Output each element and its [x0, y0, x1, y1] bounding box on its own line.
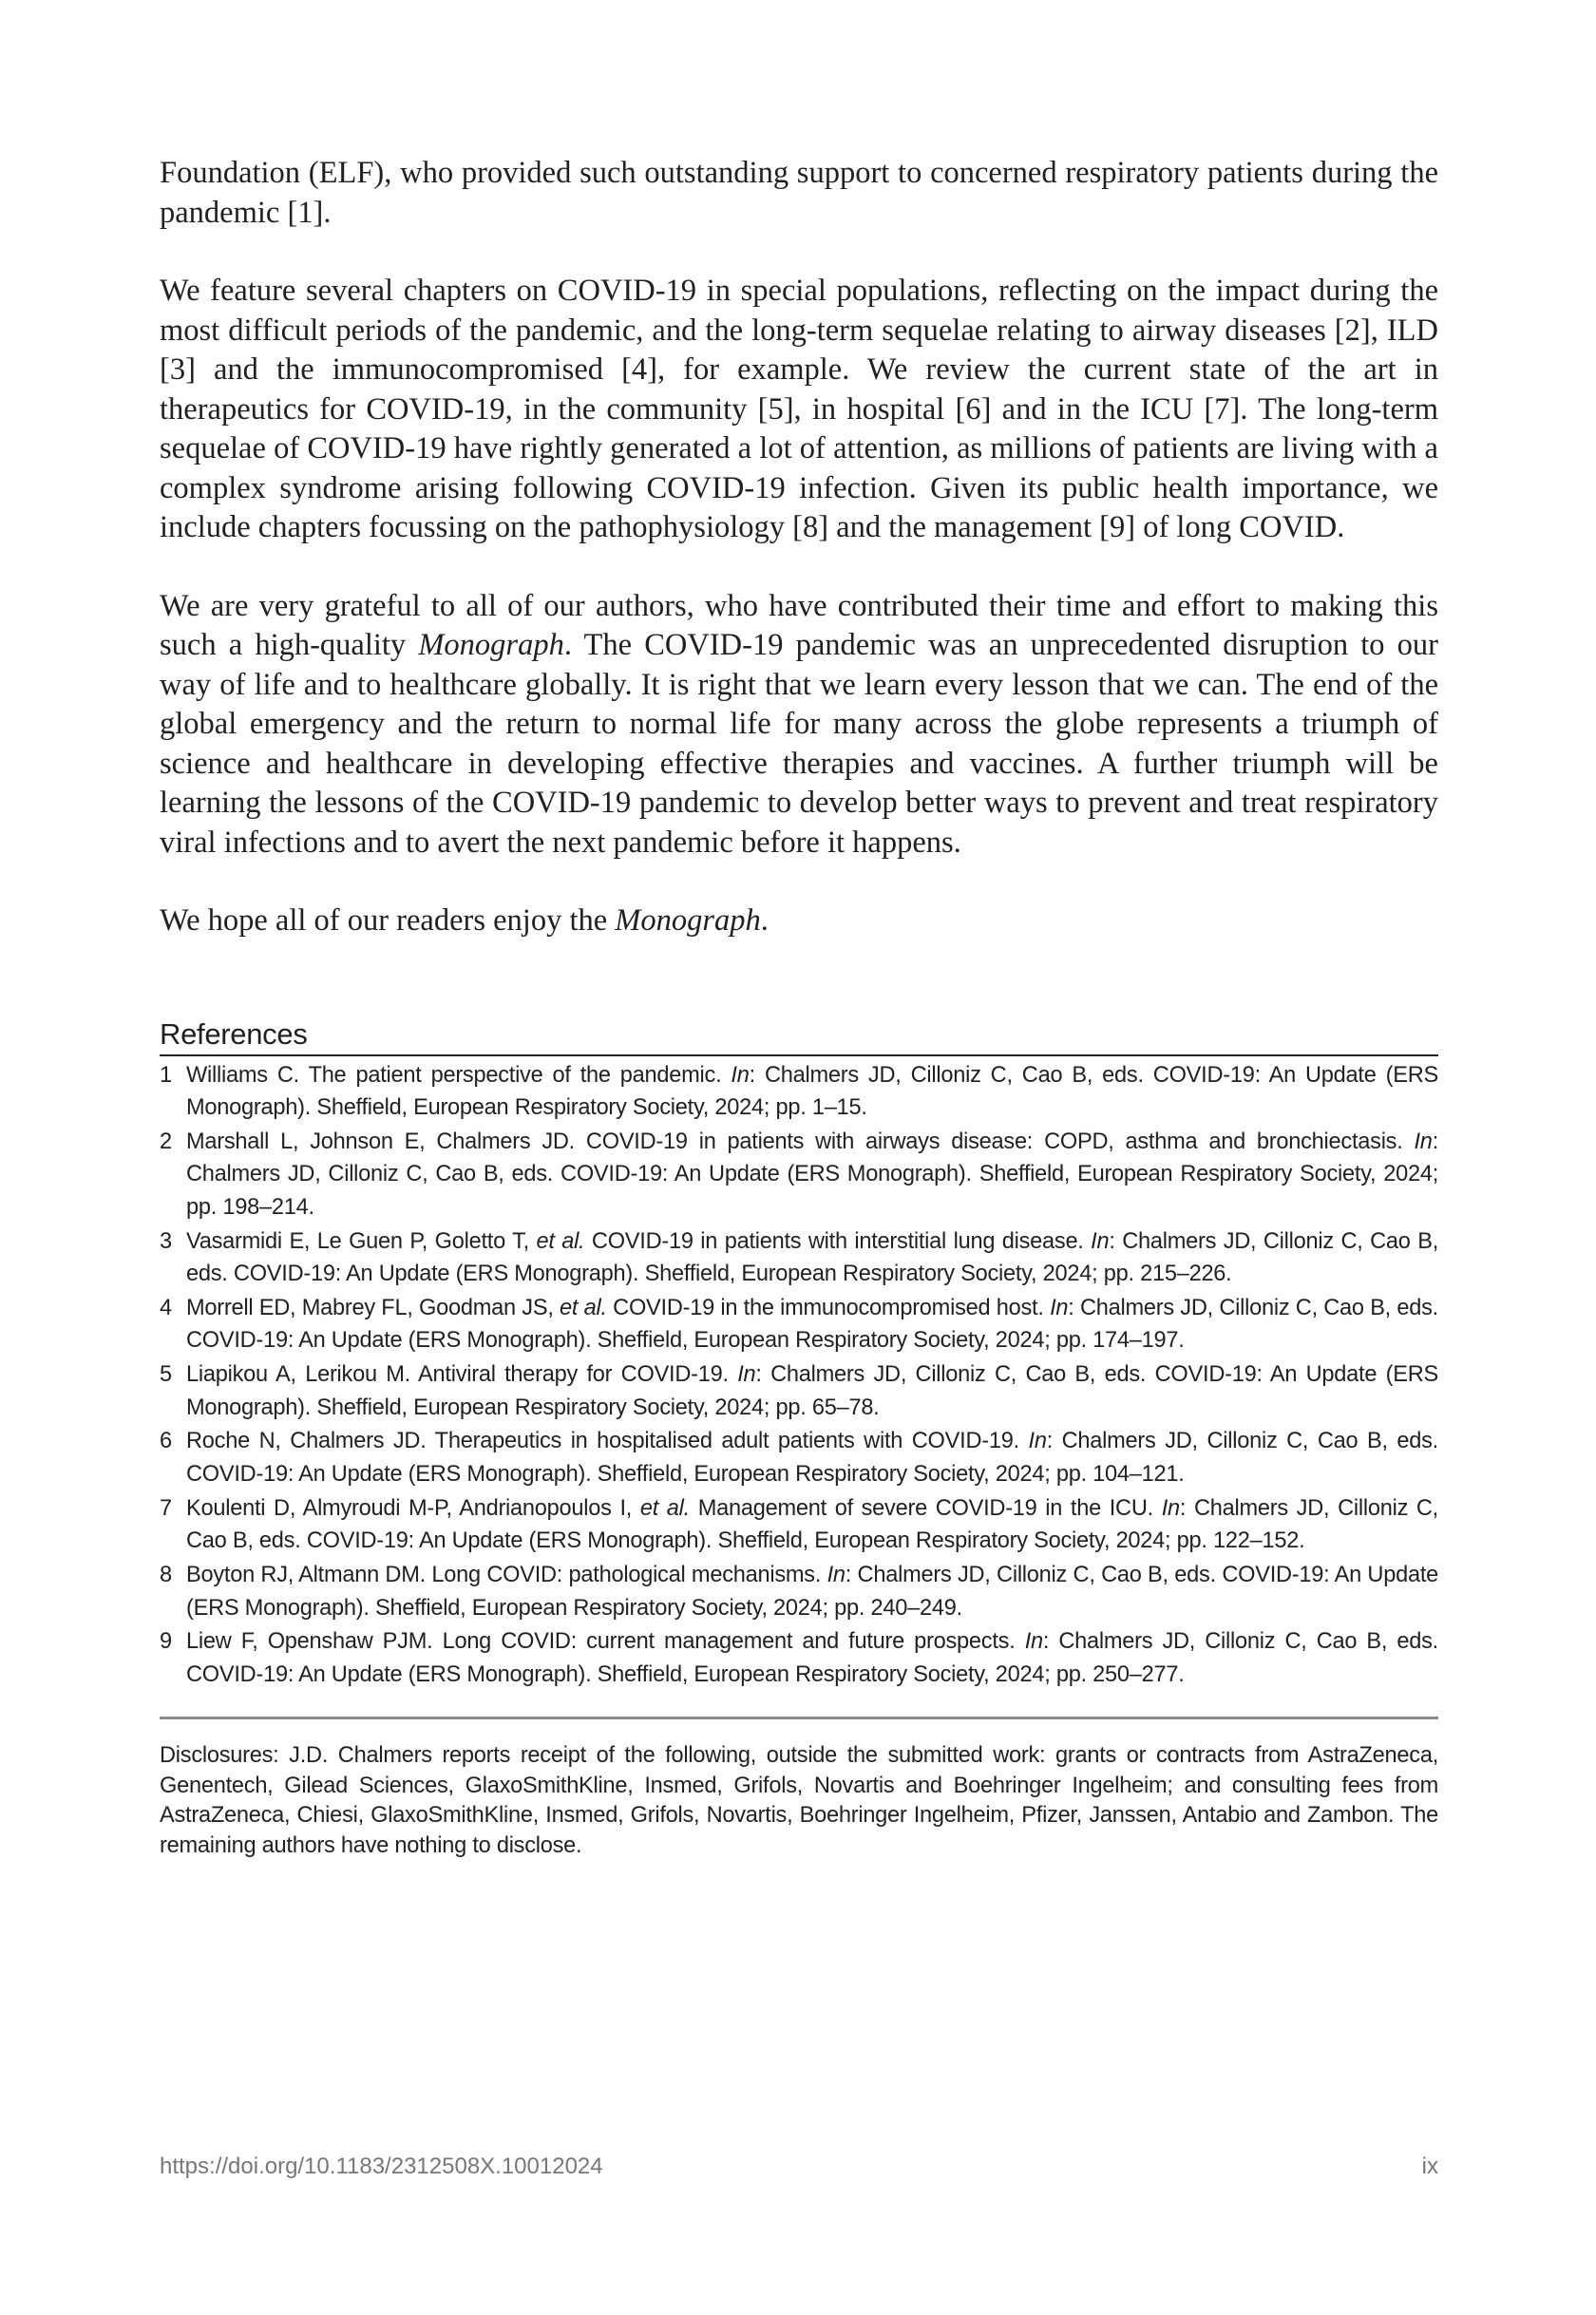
reference-number: 8 — [160, 1563, 172, 1588]
reference-text — [186, 1292, 1438, 1357]
monograph-emphasis: Monograph — [418, 628, 564, 662]
reference-pre: Vasarmidi E, Le Guen P, Goletto T, — [186, 1228, 537, 1254]
reference-number: 3 — [160, 1228, 172, 1254]
reference-text — [186, 1358, 1438, 1424]
reference-item — [160, 1225, 1438, 1291]
reference-post: : Chalmers JD, Cilloniz C, Cao B, eds. COVID-19: An Update (ERS Monograph). Sheffield, European Respiratory Society, 2024; pp. 215–226. — [186, 1228, 1439, 1286]
monograph-emphasis: Monograph — [615, 903, 761, 938]
reference-in: In — [1024, 1629, 1043, 1655]
reference-number: 6 — [160, 1429, 172, 1454]
reference-em1: et al. — [639, 1495, 690, 1521]
reference-in: In — [737, 1362, 756, 1388]
reference-number: 2 — [160, 1129, 172, 1154]
reference-post: : Chalmers JD, Cilloniz C, Cao B, eds. COVID-19: An Update (ERS Monograph). Sheffield, European Respiratory Society, 2024; pp. 250–277. — [186, 1629, 1438, 1687]
reference-in: In — [1028, 1429, 1047, 1454]
reference-pre: Koulenti D, Almyroudi M-P, Andrianopoulos I, — [186, 1495, 640, 1521]
reference-number: 7 — [160, 1495, 172, 1521]
reference-pre: Roche N, Chalmers JD. Therapeutics in hospitalised adult patients with COVID-19. — [186, 1429, 1029, 1454]
reference-pre: Liew F, Openshaw PJM. Long COVID: current management and future prospects. — [186, 1629, 1025, 1655]
reference-mid: COVID-19 in the immunocompromised host. — [606, 1295, 1051, 1320]
reference-item — [160, 1059, 1438, 1125]
paragraph-3-text-a: We are very grateful to all of our authors, who have contributed their time and effort to making this such a high-quality — [160, 588, 1438, 662]
reference-item — [160, 1292, 1438, 1357]
paragraph-4 — [160, 901, 1438, 941]
paragraph-3-text-b: . The COVID-19 pandemic was an unprecedented disruption to our way of life and to healthcare globally. It is right that we learn every lesson that we can. The end of the global emergency and the return to normal life for many across the globe represents a triumph of science and healthcare in developing effective therapies and vaccines. A further triumph will be learning the lessons of the COVID-19 pandemic to develop better ways to prevent and treat respiratory viral infections and to avert the next pandemic before it happens. — [160, 628, 1438, 860]
reference-text — [186, 1559, 1438, 1624]
reference-number: 9 — [160, 1629, 172, 1655]
reference-post: : Chalmers JD, Cilloniz C, Cao B, eds. COVID-19: An Update (ERS Monograph). Sheffield, European Respiratory Society, 2024; pp. 1–15. — [186, 1062, 1438, 1120]
disclosures-text: Disclosures: J.D. Chalmers reports receipt of the following, outside the submitted work: grants or contracts from AstraZeneca, Genentech, Gilead Sciences, GlaxoSmithKline, Insmed, Grifols, Novartis and Boehringer Ingelheim; and consulting fees from AstraZeneca, Chiesi, GlaxoSmithKline, Insmed, Grifols, Novartis, Boehringer Ingelheim, Pfizer, Janssen, Antabio and Zambon. The remaining authors have nothing to disclose. — [160, 1743, 1438, 1858]
reference-pre: Boyton RJ, Altmann DM. Long COVID: pathological mechanisms. — [186, 1563, 827, 1588]
reference-post: : Chalmers JD, Cilloniz C, Cao B, eds. COVID-19: An Update (ERS Monograph). Sheffield, European Respiratory Society, 2024; pp. 122–152. — [186, 1495, 1438, 1554]
page-content — [160, 154, 1438, 1861]
paragraph-4-text-b: . — [760, 903, 769, 938]
reference-text — [186, 1059, 1438, 1125]
reference-mid: COVID-19 in patients with interstitial lung disease. — [584, 1228, 1092, 1254]
reference-text — [186, 1425, 1438, 1490]
reference-mid: Management of severe COVID-19 in the ICU. — [689, 1495, 1162, 1521]
reference-pre: Morrell ED, Mabrey FL, Goodman JS, — [186, 1295, 560, 1320]
reference-item — [160, 1492, 1438, 1558]
paragraph-3 — [160, 587, 1438, 863]
doi-link[interactable]: https://doi.org/10.1183/2312508X.10012024 — [160, 2154, 603, 2179]
reference-number: 5 — [160, 1362, 172, 1388]
reference-post: : Chalmers JD, Cilloniz C, Cao B, eds. COVID-19: An Update (ERS Monograph). Sheffield, European Respiratory Society, 2024; pp. 240–249. — [186, 1563, 1438, 1621]
reference-text — [186, 1126, 1438, 1224]
reference-text — [186, 1492, 1438, 1558]
paragraph-4-text-a: We hope all of our readers enjoy the — [160, 903, 616, 938]
reference-item — [160, 1425, 1438, 1490]
section-divider — [160, 1717, 1438, 1719]
references-list — [160, 1059, 1438, 1692]
reference-text — [186, 1225, 1438, 1291]
reference-in: In — [1091, 1228, 1110, 1254]
reference-in: In — [826, 1563, 846, 1588]
paragraph-2: We feature several chapters on COVID-19 in special populations, reflecting on the impact during the most difficult periods of the pandemic, and the long-term sequelae relating to airway diseases [2], ILD [3] and the immunocompromised [4], for example. We review the current state of the art in therapeutics for COVID-19, in the community [5], in hospital [6] and in the ICU [7]. The long-term sequelae of COVID-19 have rightly generated a lot of attention, as millions of patients are living with a complex syndrome arising following COVID-19 infection. Given its public health importance, we include chapters focussing on the pathophysiology [8] and the management [9] of long COVID. — [160, 274, 1438, 544]
reference-item — [160, 1358, 1438, 1424]
page-number: ix — [1421, 2154, 1438, 2179]
reference-post: : Chalmers JD, Cilloniz C, Cao B, eds. COVID-19: An Update (ERS Monograph). Sheffield, European Respiratory Society, 2024; pp. 174–197. — [186, 1295, 1438, 1354]
reference-in: In — [1050, 1295, 1069, 1320]
reference-pre: Williams C. The patient perspective of the pandemic. — [186, 1062, 732, 1088]
reference-in: In — [1414, 1129, 1433, 1154]
reference-em1: et al. — [536, 1228, 585, 1254]
reference-item — [160, 1126, 1438, 1224]
reference-item — [160, 1625, 1438, 1691]
reference-in: In — [1161, 1495, 1180, 1521]
reference-pre: Marshall L, Johnson E, Chalmers JD. COVID-19 in patients with airways disease: COPD, asthma and bronchiectasis. — [186, 1129, 1415, 1154]
reference-post: : Chalmers JD, Cilloniz C, Cao B, eds. COVID-19: An Update (ERS Monograph). Sheffield, European Respiratory Society, 2024; pp. 65–78. — [186, 1362, 1438, 1420]
reference-number: 1 — [160, 1062, 172, 1088]
reference-text — [186, 1625, 1438, 1691]
page-footer — [160, 2152, 1438, 2182]
reference-in: In — [731, 1062, 750, 1088]
reference-pre: Liapikou A, Lerikou M. Antiviral therapy for COVID-19. — [186, 1362, 738, 1388]
reference-post: : Chalmers JD, Cilloniz C, Cao B, eds. COVID-19: An Update (ERS Monograph). Sheffield, European Respiratory Society, 2024; pp. 198–214. — [186, 1129, 1438, 1220]
reference-em1: et al. — [560, 1295, 607, 1320]
paragraph-1: Foundation (ELF), who provided such outstanding support to concerned respiratory patients during the pandemic [1]. — [160, 156, 1438, 230]
reference-item — [160, 1559, 1438, 1624]
reference-post: : Chalmers JD, Cilloniz C, Cao B, eds. COVID-19: An Update (ERS Monograph). Sheffield, European Respiratory Society, 2024; pp. 104–121. — [186, 1429, 1438, 1487]
reference-number: 4 — [160, 1295, 172, 1320]
references-heading: References — [160, 1015, 1438, 1056]
